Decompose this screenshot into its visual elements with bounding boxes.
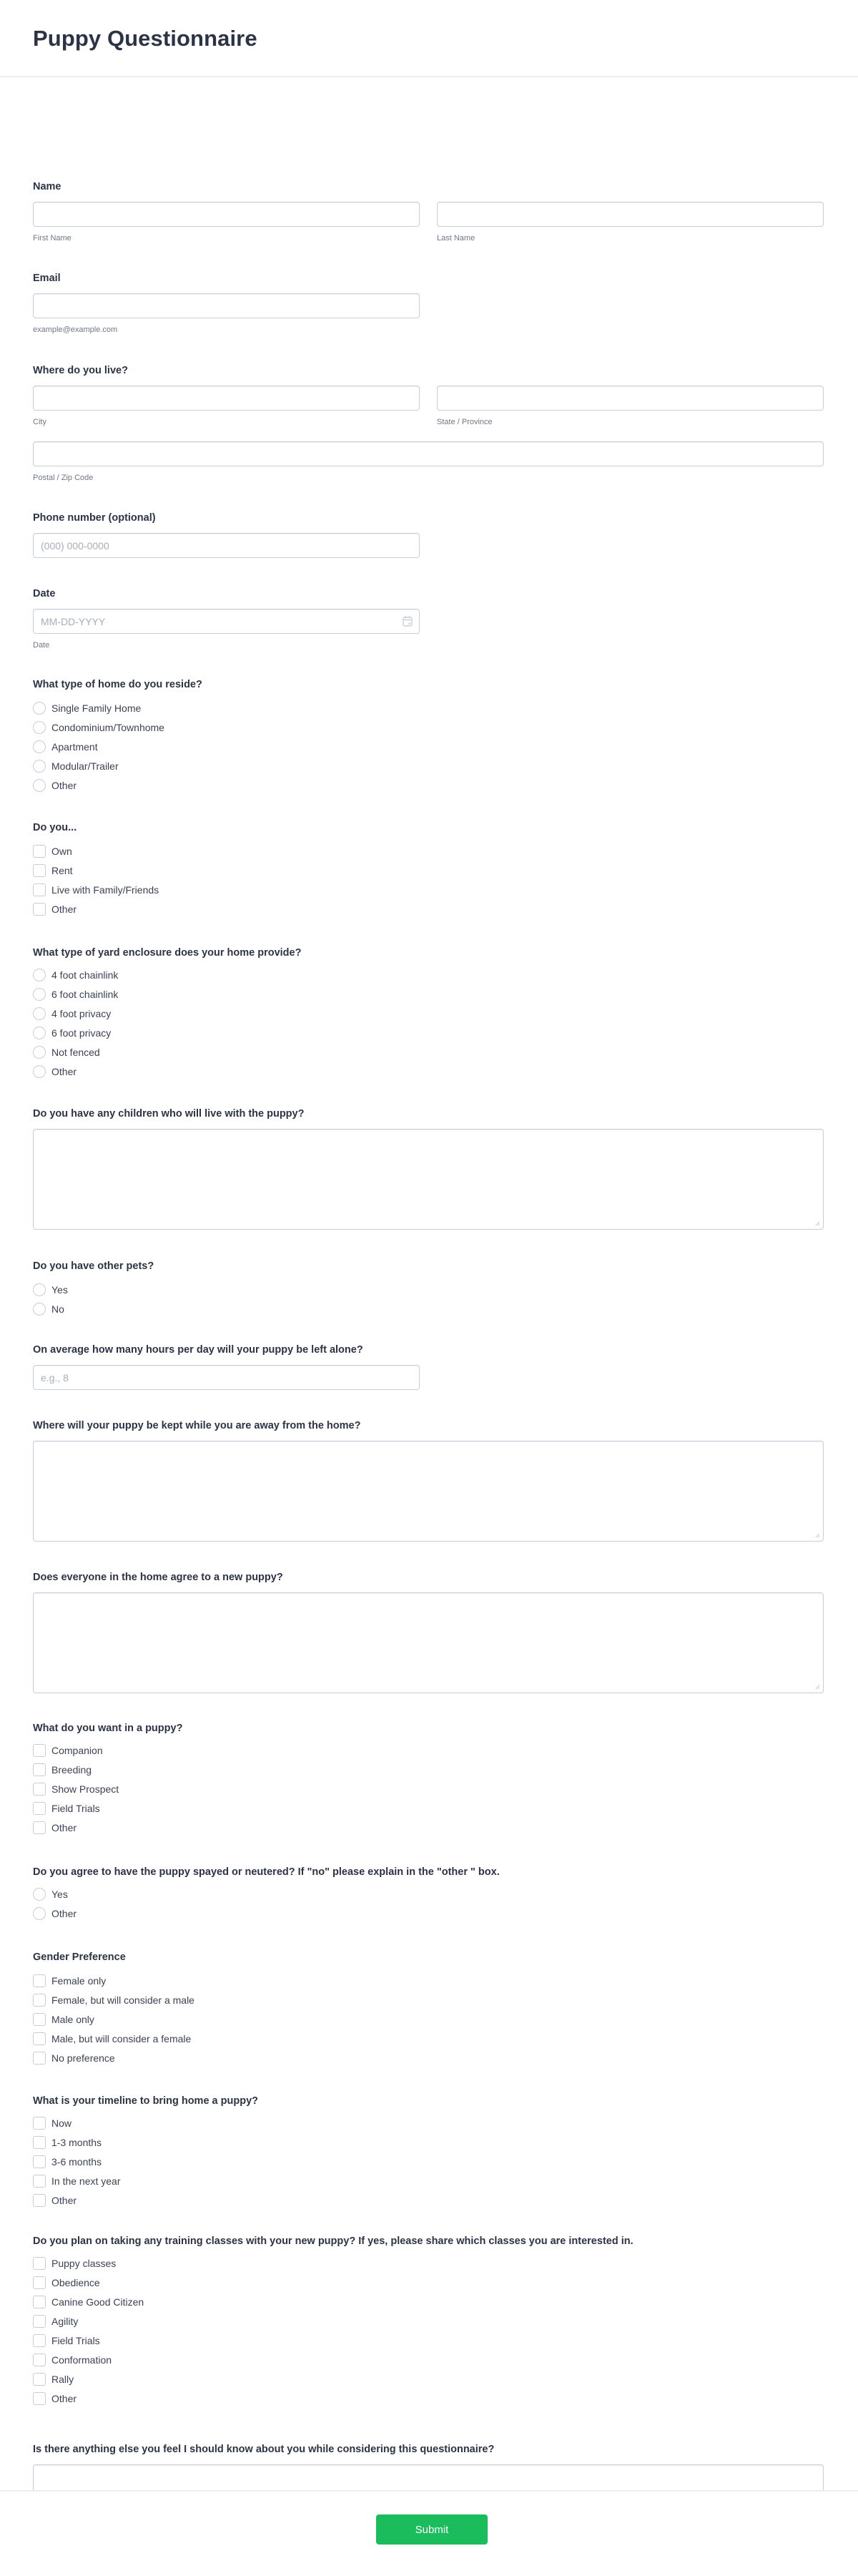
training-option[interactable]: Agility	[33, 2311, 824, 2331]
checkbox[interactable]	[33, 1763, 46, 1776]
phone-field-group	[33, 511, 824, 558]
yard-option[interactable]: 6 foot chainlink	[33, 984, 824, 1004]
checkbox[interactable]	[33, 2373, 46, 2386]
resize-grip-icon[interactable]	[814, 1532, 820, 1538]
other-pets-option[interactable]: Yes	[33, 1280, 824, 1299]
address-label: Where do you live?	[33, 365, 128, 376]
want-option[interactable]: Companion	[33, 1740, 824, 1760]
gender-field-group	[33, 1951, 824, 2067]
gender-option[interactable]: Male, but will consider a female	[33, 2029, 824, 2048]
do-you-option[interactable]: Rent	[33, 861, 824, 880]
want-field-group	[33, 1722, 824, 1837]
home-type-option[interactable]: Apartment	[33, 737, 824, 756]
training-option[interactable]: Canine Good Citizen	[33, 2292, 824, 2311]
checkbox[interactable]	[33, 883, 46, 896]
checkbox[interactable]	[33, 845, 46, 858]
do-you-field-group	[33, 821, 824, 919]
checkbox[interactable]	[33, 2052, 46, 2065]
other-pets-label: Do you have other pets?	[33, 1260, 154, 1272]
gender-option[interactable]: No preference	[33, 2048, 824, 2067]
timeline-option[interactable]: 3-6 months	[33, 2152, 824, 2171]
submit-button[interactable]: Submit	[376, 2514, 488, 2545]
name-label: Name	[33, 181, 61, 192]
email-field-group	[33, 272, 824, 335]
agree-field-group	[33, 1571, 824, 1693]
checkbox[interactable]	[33, 864, 46, 877]
checkbox[interactable]	[33, 2013, 46, 2026]
first-name-sublabel: First Name	[33, 234, 72, 243]
calendar-icon[interactable]	[403, 615, 413, 627]
radio-button[interactable]	[33, 760, 46, 773]
radio-button[interactable]	[33, 988, 46, 1001]
spay-option[interactable]: Yes	[33, 1884, 824, 1904]
state-sublabel: State / Province	[437, 418, 493, 426]
home-type-label: What type of home do you reside?	[33, 679, 202, 690]
address-field-group	[33, 364, 824, 483]
yard-option[interactable]: 4 foot chainlink	[33, 965, 824, 984]
last-name-sublabel: Last Name	[437, 234, 475, 243]
do-you-option[interactable]: Live with Family/Friends	[33, 880, 824, 899]
training-option[interactable]: Field Trials	[33, 2331, 824, 2350]
want-option[interactable]: Other	[33, 1818, 824, 1837]
other-pets-option[interactable]: No	[33, 1299, 824, 1318]
resize-grip-icon[interactable]	[814, 1684, 820, 1690]
training-field-group	[33, 2235, 824, 2408]
checkbox[interactable]	[33, 2117, 46, 2130]
radio-button[interactable]	[33, 721, 46, 734]
timeline-option[interactable]: 1-3 months	[33, 2132, 824, 2152]
yard-option[interactable]: Other	[33, 1062, 824, 1081]
timeline-option[interactable]: Now	[33, 2113, 824, 2132]
timeline-option[interactable]: Other	[33, 2190, 824, 2210]
phone-input[interactable]	[33, 533, 420, 558]
checkbox[interactable]	[33, 2315, 46, 2328]
other-pets-field-group	[33, 1260, 824, 1318]
want-option[interactable]: Breeding	[33, 1760, 824, 1779]
yard-option[interactable]: 6 foot privacy	[33, 1023, 824, 1042]
radio-button[interactable]	[33, 1888, 46, 1901]
training-option[interactable]: Puppy classes	[33, 2253, 824, 2273]
zip-input[interactable]	[33, 441, 824, 466]
timeline-label: What is your timeline to bring home a puppy?	[33, 2095, 258, 2107]
radio-button[interactable]	[33, 702, 46, 715]
children-label: Do you have any children who will live with the puppy?	[33, 1108, 305, 1120]
kept-where-field-group	[33, 1419, 824, 1542]
training-option[interactable]: Other	[33, 2389, 824, 2408]
spay-option[interactable]: Other	[33, 1904, 824, 1923]
email-sublabel: example@example.com	[33, 325, 118, 334]
checkbox[interactable]	[33, 2354, 46, 2366]
do-you-option[interactable]: Own	[33, 841, 824, 861]
last-name-input[interactable]	[437, 202, 824, 227]
anything-else-label: Is there anything else you feel I should know about you while considering this questionnaire?	[33, 2444, 495, 2455]
home-type-option[interactable]: Single Family Home	[33, 698, 824, 718]
radio-button[interactable]	[33, 1027, 46, 1039]
hours-alone-field-group	[33, 1343, 824, 1390]
date-field-group	[33, 587, 824, 650]
yard-label: What type of yard enclosure does your home provide?	[33, 947, 302, 959]
email-input[interactable]	[33, 293, 420, 318]
home-type-option[interactable]: Other	[33, 775, 824, 795]
checkbox[interactable]	[33, 1821, 46, 1834]
checkbox[interactable]	[33, 1744, 46, 1757]
hours-alone-input[interactable]	[33, 1365, 420, 1390]
first-name-input[interactable]	[33, 202, 420, 227]
zip-sublabel: Postal / Zip Code	[33, 474, 94, 482]
checkbox[interactable]	[33, 2175, 46, 2188]
checkbox[interactable]	[33, 1994, 46, 2007]
checkbox[interactable]	[33, 2276, 46, 2289]
checkbox[interactable]	[33, 2136, 46, 2149]
training-option[interactable]: Conformation	[33, 2350, 824, 2369]
home-type-field-group	[33, 678, 824, 795]
checkbox[interactable]	[33, 903, 46, 916]
checkbox[interactable]	[33, 2194, 46, 2207]
hours-alone-label: On average how many hours per day will your puppy be left alone?	[33, 1344, 363, 1356]
yard-field-group	[33, 946, 824, 1081]
agree-label: Does everyone in the home agree to a new puppy?	[33, 1572, 283, 1583]
resize-grip-icon[interactable]	[814, 1220, 820, 1226]
kept-where-textarea[interactable]	[33, 1441, 824, 1542]
city-sublabel: City	[33, 418, 46, 426]
checkbox[interactable]	[33, 1783, 46, 1796]
page-title: Puppy Questionnaire	[33, 26, 257, 51]
date-input[interactable]	[33, 609, 420, 634]
checkbox[interactable]	[33, 1802, 46, 1815]
gender-label: Gender Preference	[33, 1951, 126, 1963]
gender-option[interactable]: Female only	[33, 1971, 824, 1990]
kept-where-label: Where will your puppy be kept while you are away from the home?	[33, 1420, 361, 1431]
city-input[interactable]	[33, 386, 420, 411]
name-field-group	[33, 180, 824, 243]
timeline-field-group	[33, 2095, 824, 2210]
radio-button[interactable]	[33, 1065, 46, 1078]
want-label: What do you want in a puppy?	[33, 1723, 183, 1734]
email-label: Email	[33, 273, 61, 284]
checkbox[interactable]	[33, 2155, 46, 2168]
form-header	[0, 0, 858, 77]
gender-option[interactable]: Female, but will consider a male	[33, 1990, 824, 2009]
radio-button[interactable]	[33, 740, 46, 753]
training-option[interactable]: Obedience	[33, 2273, 824, 2292]
home-type-option[interactable]: Modular/Trailer	[33, 756, 824, 775]
radio-button[interactable]	[33, 1907, 46, 1920]
radio-button[interactable]	[33, 1283, 46, 1296]
checkbox[interactable]	[33, 2392, 46, 2405]
home-type-option[interactable]: Condominium/Townhome	[33, 718, 824, 737]
state-input[interactable]	[437, 386, 824, 411]
checkbox[interactable]	[33, 2334, 46, 2347]
radio-button[interactable]	[33, 1007, 46, 1020]
children-field-group	[33, 1107, 824, 1230]
children-textarea[interactable]	[33, 1129, 824, 1230]
form-footer	[0, 2490, 858, 2576]
date-label: Date	[33, 588, 56, 599]
checkbox[interactable]	[33, 2032, 46, 2045]
yard-option[interactable]: 4 foot privacy	[33, 1004, 824, 1023]
checkbox[interactable]	[33, 2296, 46, 2308]
want-option[interactable]: Field Trials	[33, 1798, 824, 1818]
gender-option[interactable]: Male only	[33, 2009, 824, 2029]
training-label: Do you plan on taking any training classes with your new puppy? If yes, please share which classes you are interested in.	[33, 2235, 633, 2247]
radio-button[interactable]	[33, 1046, 46, 1059]
checkbox[interactable]	[33, 1974, 46, 1987]
spay-label: Do you agree to have the puppy spayed or neutered? If "no" please explain in the "other " box.	[33, 1866, 500, 1878]
want-option[interactable]: Show Prospect	[33, 1779, 824, 1798]
training-option[interactable]: Rally	[33, 2369, 824, 2389]
radio-button[interactable]	[33, 969, 46, 981]
yard-option[interactable]: Not fenced	[33, 1042, 824, 1062]
do-you-label: Do you...	[33, 822, 77, 833]
agree-textarea[interactable]	[33, 1592, 824, 1693]
do-you-option[interactable]: Other	[33, 899, 824, 919]
spay-field-group	[33, 1866, 824, 1923]
date-sublabel: Date	[33, 641, 50, 650]
radio-button[interactable]	[33, 779, 46, 792]
phone-label: Phone number (optional)	[33, 512, 156, 524]
timeline-option[interactable]: In the next year	[33, 2171, 824, 2190]
radio-button[interactable]	[33, 1303, 46, 1316]
checkbox[interactable]	[33, 2257, 46, 2270]
